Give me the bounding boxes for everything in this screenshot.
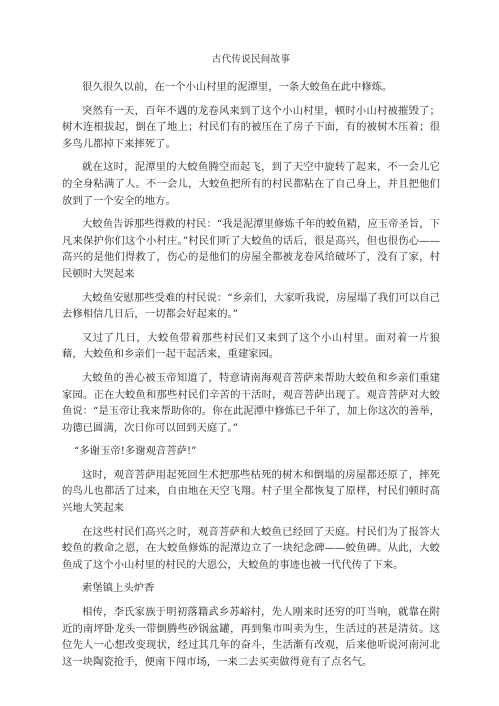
paragraph: 相传，李氏家族于明初落籍武乡苏峪村，先人刚来时还穷的叮当响，就靠在附近的南坪卧龙头一带倒腾些砂锅盆罐，再到集市叫卖为生，生活过的甚是清贫。这位先人一心想改变现状，经过其几年的奋斗，生活渐有改观，后来他听说河南河北这一块陶瓷抢手，便南下闯市场，一来二去买卖做得竟有了点名气。 — [62, 606, 440, 668]
paragraph: 又过了几日，大蛟鱼带着那些村民们又来到了这个小山村里。面对着一片狼藉，大蛟鱼和乡亲们一起干起活来，重建家园。 — [62, 331, 440, 361]
paragraph: 很久很久以前，在一个小山村里的泥潭里，一条大蛟鱼在此中修炼。 — [82, 81, 393, 93]
paragraph: 突然有一天，百年不遇的龙卷风来到了这个小山村里，顿时小山村被摧毁了；树木连根拔起，倒在了地上；村民们有的被压在了房子下面，有的被树木压着；很多鸟儿都掉下来摔死了。 — [62, 104, 440, 150]
paragraph: 大蛟鱼安慰那些受难的村民说：“乡亲们，大家听我说，房屋塌了我们可以自己去修相信几日后，一切都会好起来的。” — [62, 291, 440, 321]
paragraph: 大蛟鱼的善心被玉帝知道了，特意请南海观音菩萨来帮助大蛟鱼和乡亲们重建家园。正在大蛟鱼和那些村民们辛苦的干活时，观音菩萨出现了。观音菩萨对大蛟鱼说：“是玉帝让我来帮助你的。你在此泥潭中修炼已千年了，加上你这次的善举，功德已圆满，次日你可以回到天庭了。” — [62, 371, 440, 434]
paragraph: 就在这时，泥潭里的大蛟鱼腾空而起飞，到了天空中旋转了起来，不一会儿它的全身粘满了人。不一会儿，大蛟鱼把所有的村民都粘在了自己身上，并且把他们放到了一个安全的地方。 — [62, 161, 440, 207]
paragraph: 这时，观音菩萨用起死回生术把那些枯死的树木和倒塌的房屋都还原了，摔死的鸟儿也都活了过来，自由地在天空飞翔。村子里全都恢复了原样，村民们顿时高兴地大笑起来 — [62, 468, 440, 515]
document-title: 古代传说民间故事 — [211, 54, 291, 65]
section-heading: 索堡镇上头炉香 — [82, 582, 155, 595]
quote-line: “多谢玉帝!多谢观音菩萨!” — [74, 445, 197, 458]
paragraph: 在这些村民们高兴之时，观音菩萨和大蛟鱼已经回了天庭。村民们为了报答大蛟鱼的救命之恩，在大蛟鱼修炼的泥潭边立了一块纪念碑——蛟鱼碑。从此，大蛟鱼成了这个小山村里的村民的大恩公，大蛟鱼的事迹也被一代代传了下来。 — [62, 525, 440, 571]
paragraph: 大蛟鱼告诉那些得救的村民：“我是泥潭里修炼千年的蛟鱼精，应玉帝圣旨，下凡来保护你们这个小村庄。”村民们听了大蛟鱼的话后，很是高兴，但也很伤心——高兴的是他们得救了，伤心的是他们的房屋全都被龙卷风给破坏了，没有了家，村民顿时大哭起来 — [62, 218, 440, 280]
